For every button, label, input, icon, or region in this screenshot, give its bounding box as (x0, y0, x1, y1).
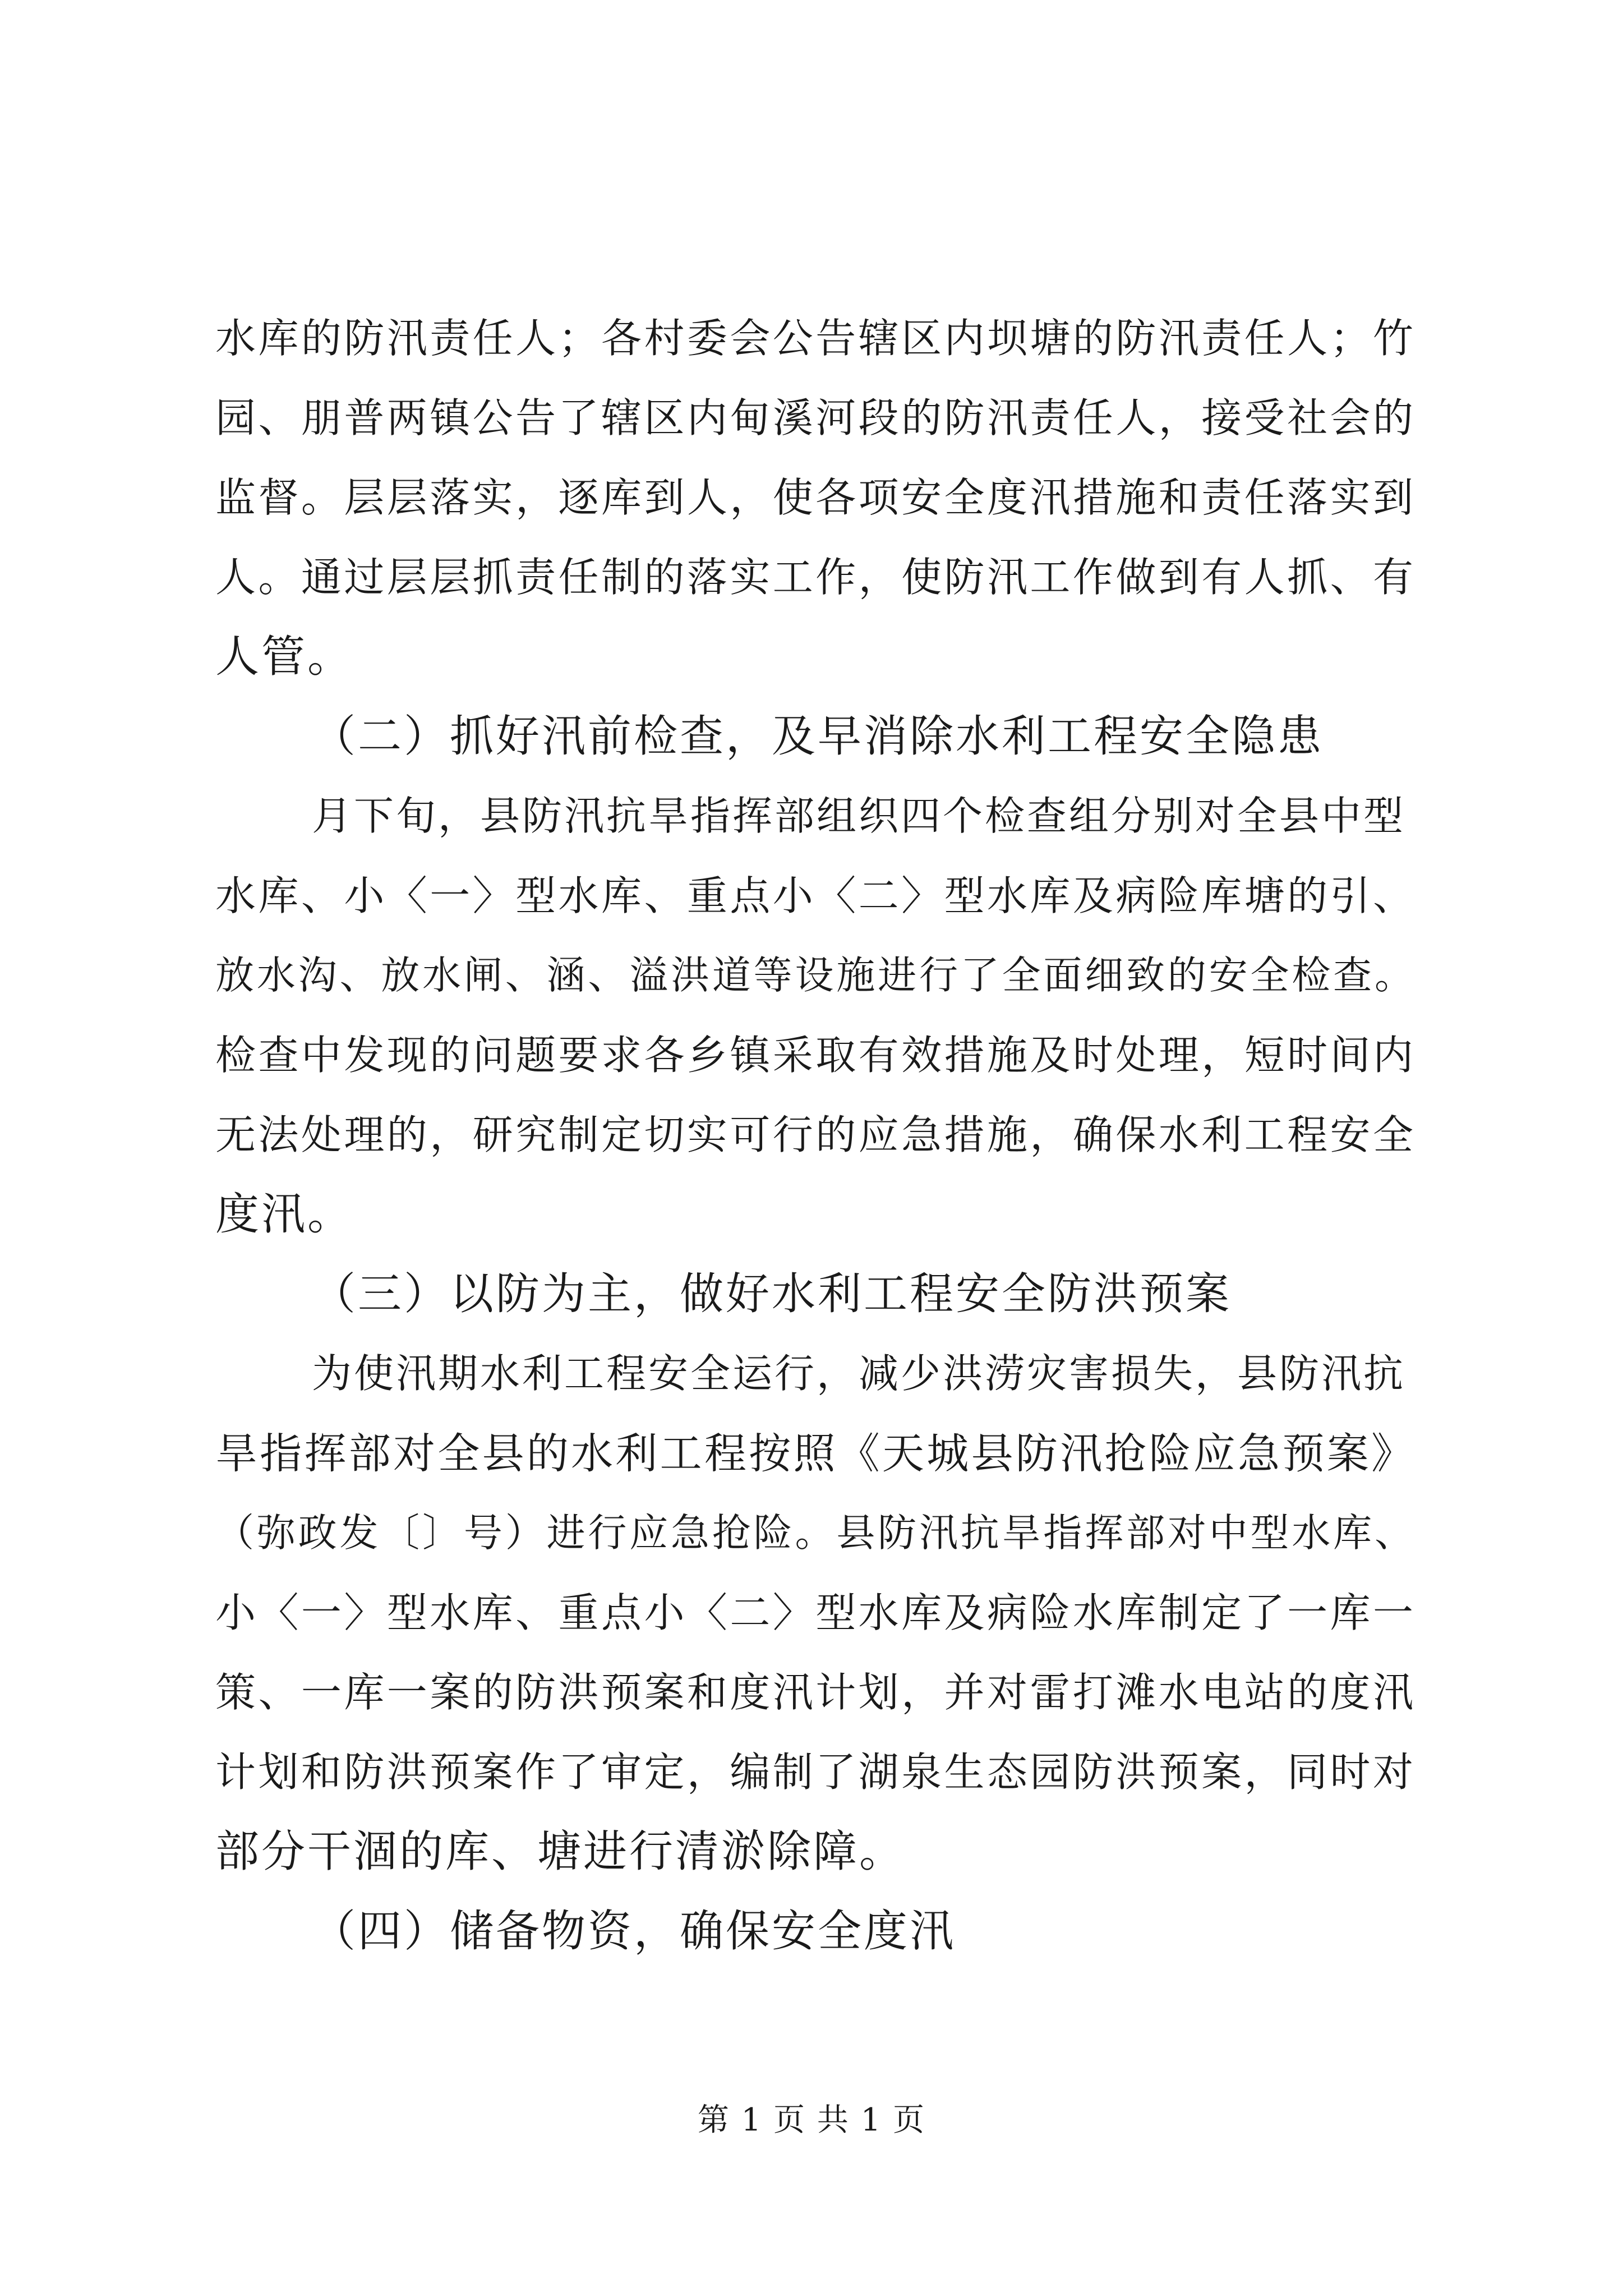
text-line: 人。通过层层抓责任制的落实工作，使防汛工作做到有人抓、有 (215, 554, 1415, 601)
text-line: 部分干涸的库、塘进行清淤除障。 (215, 1826, 906, 1877)
text-line: 放水沟、放水闸、涵、溢洪道等设施进行了全面细致的安全检查。 (215, 953, 1415, 998)
section-heading-2: （二）抓好汛前检查，及早消除水利工程安全隐患 (312, 711, 1324, 762)
text-line: 园、朋普两镇公告了辖区内甸溪河段的防汛责任人，接受社会的 (215, 394, 1415, 441)
document-body (215, 298, 1415, 1971)
text-line: 水库的防汛责任人；各村委会公告辖区内坝塘的防汛责任人；竹 (215, 315, 1415, 362)
text-line: 策、一库一案的防洪预案和度汛计划，并对雷打滩水电站的度汛 (215, 1669, 1415, 1716)
text-line: 为使汛期水利工程安全运行，减少洪涝灾害损失，县防汛抗 (312, 1350, 1406, 1397)
text-line: 度汛。 (215, 1189, 354, 1240)
text-line: 检查中发现的问题要求各乡镇采取有效措施及时处理，短时间内 (215, 1032, 1415, 1079)
text-line: 计划和防洪预案作了审定，编制了湖泉生态园防洪预案，同时对 (215, 1749, 1415, 1796)
text-line: 监督。层层落实，逐库到人，使各项安全度汛措施和责任落实到 (215, 474, 1415, 521)
section-heading-4: （四）储备物资，确保安全度汛 (312, 1906, 956, 1957)
text-line: 小〈一〉型水库、重点小〈二〉型水库及病险水库制定了一库一 (215, 1589, 1415, 1636)
text-line: 月下旬，县防汛抗旱指挥部组织四个检查组分别对全县中型 (312, 793, 1406, 839)
section-heading-3: （三）以防为主，做好水利工程安全防洪预案 (312, 1269, 1232, 1319)
text-line: 人管。 (215, 632, 354, 682)
text-line: 水库、小〈一〉型水库、重点小〈二〉型水库及病险库塘的引、 (215, 872, 1415, 919)
text-line: （弥政发〔〕号）进行应急抢险。县防汛抗旱指挥部对中型水库、 (215, 1511, 1415, 1556)
text-line: 无法处理的，研究制定切实可行的应急措施，确保水利工程安全 (215, 1111, 1415, 1158)
text-line: 旱指挥部对全县的水利工程按照《天城县防汛抢险应急预案》 (215, 1429, 1415, 1478)
page-number-footer: 第 1 页 共 1 页 (697, 2102, 926, 2138)
